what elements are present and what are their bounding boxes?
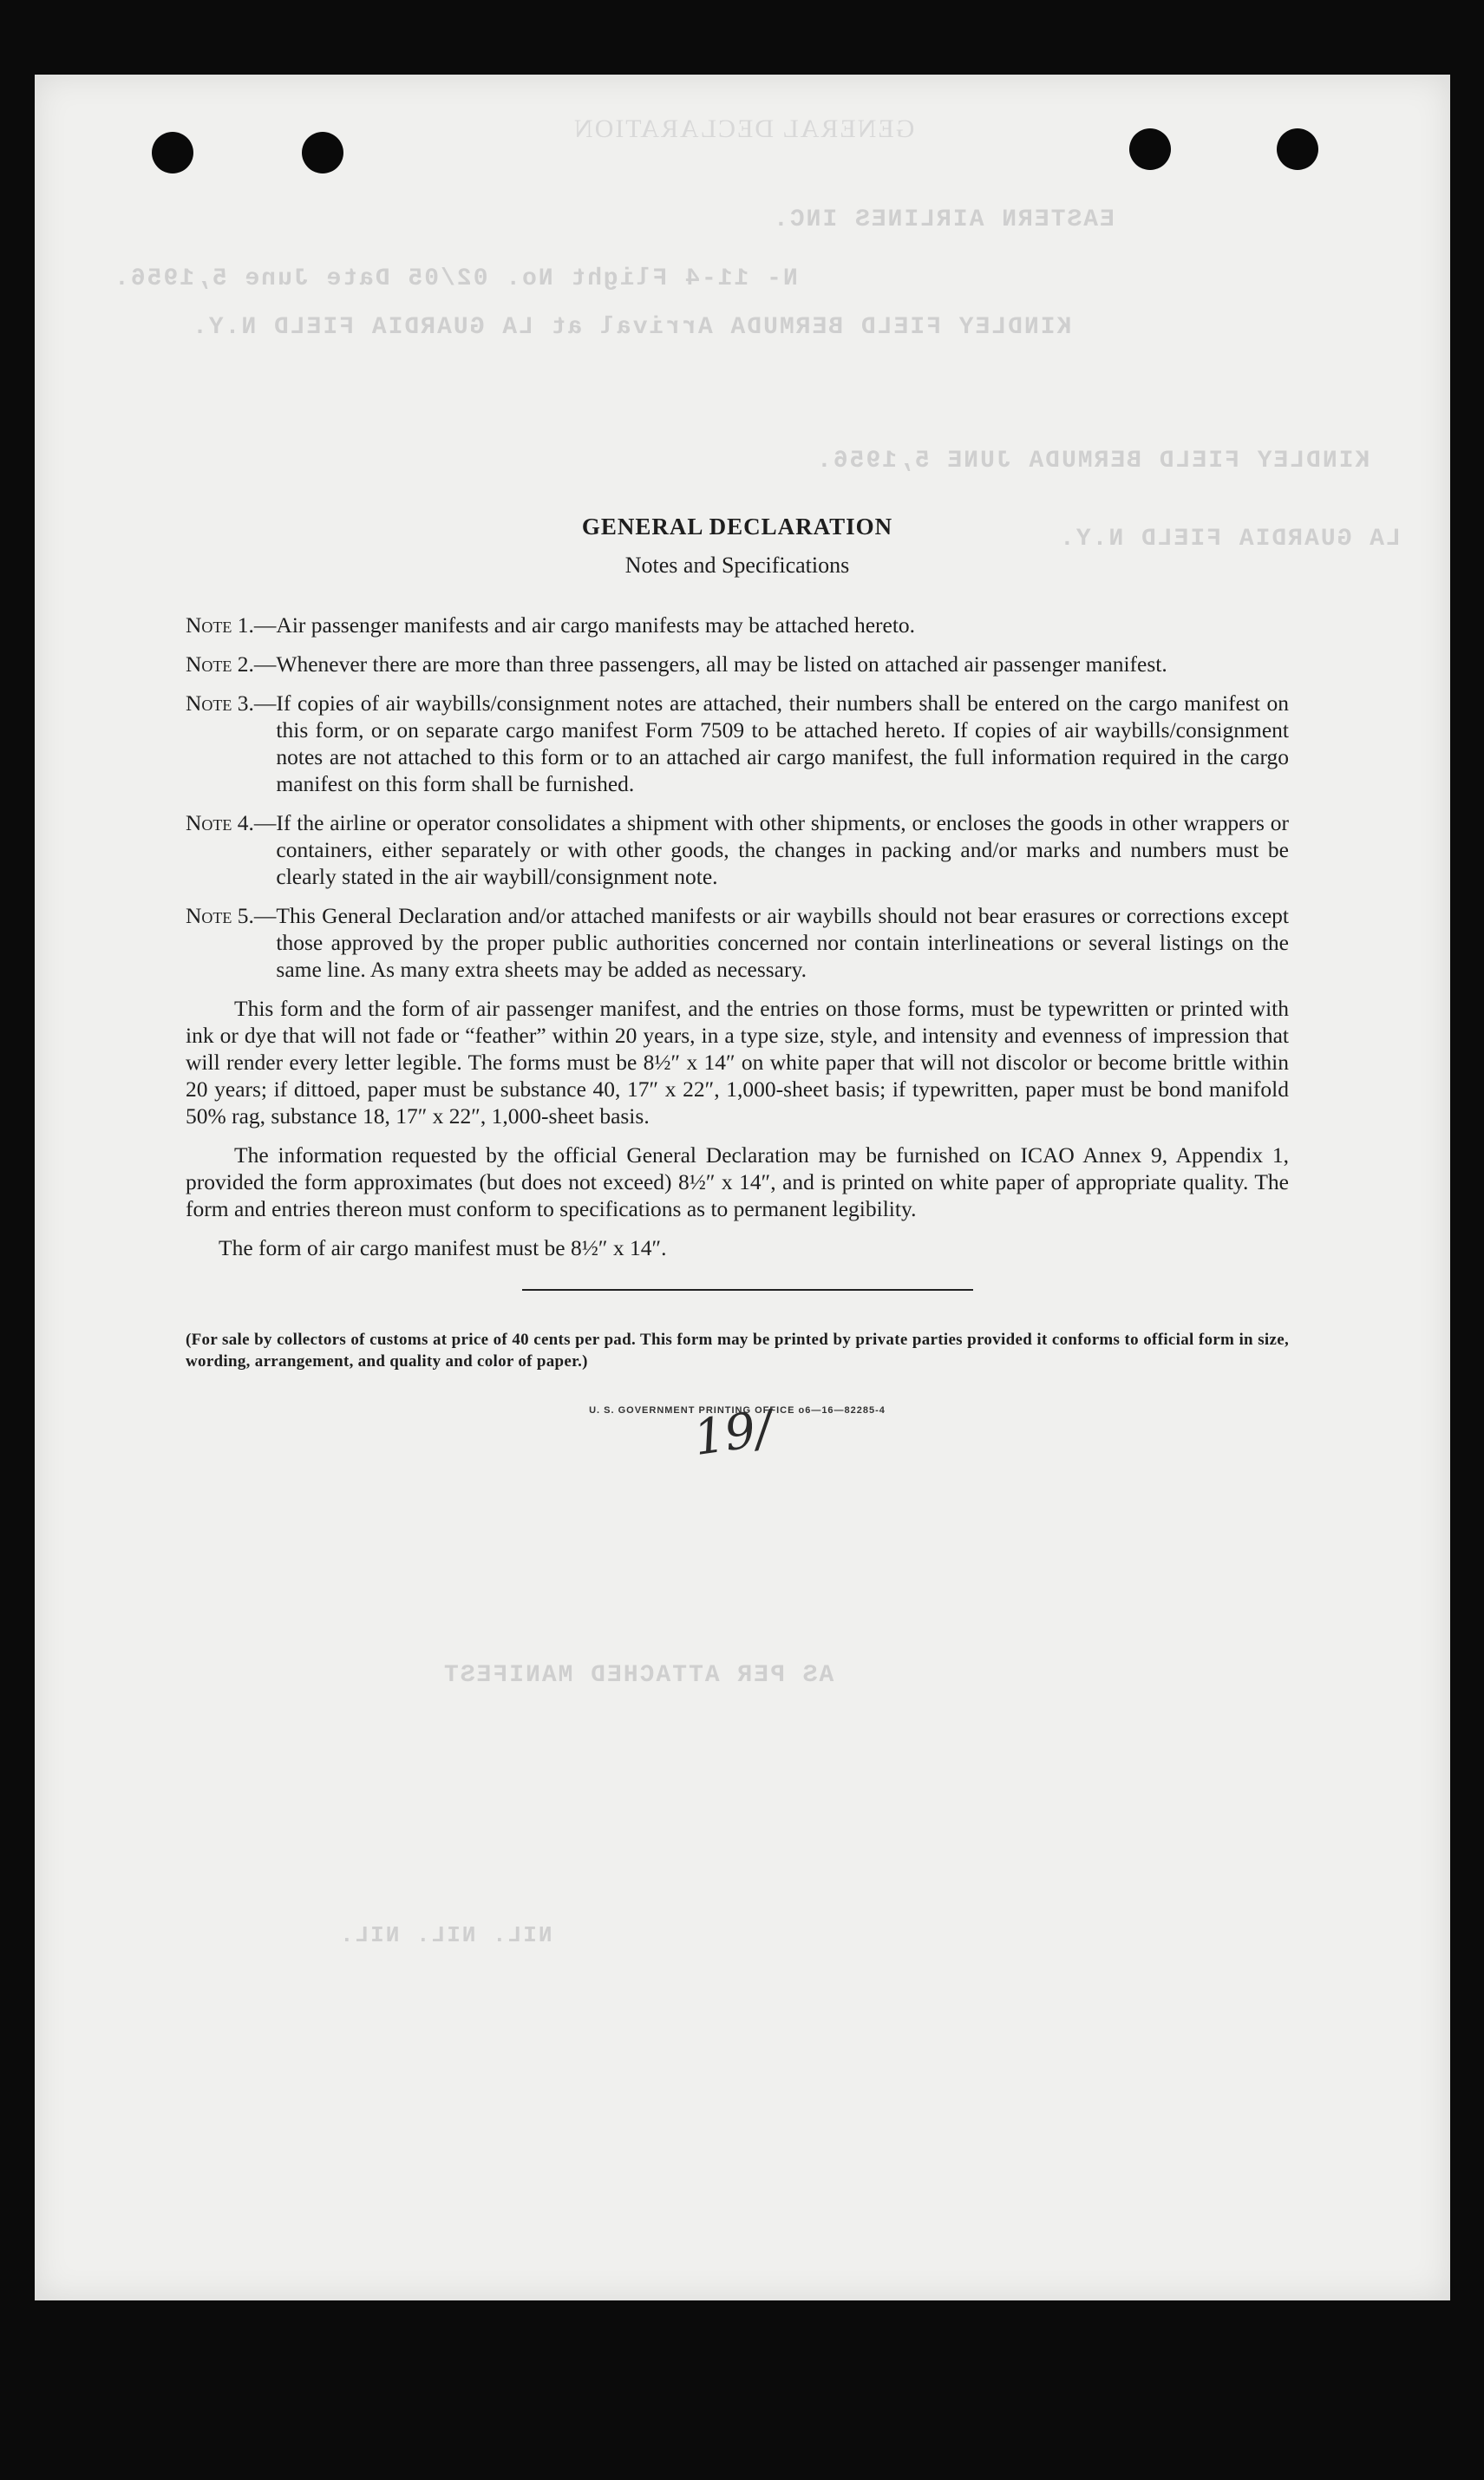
- punch-hole-1: [152, 132, 193, 173]
- note-2: [186, 651, 1289, 677]
- page-subtitle: Notes and Specifications: [624, 553, 850, 578]
- page-title: GENERAL DECLARATION: [581, 514, 893, 540]
- bleed-route: KINDLEY FIELD BERMUDA Arrival at LA GUARDIA FIELD N.Y.: [191, 314, 1072, 341]
- bleed-destination: LA GUARDIA FIELD N.Y.: [1058, 526, 1401, 553]
- note-text: Air passenger manifests and air cargo manifests may be attached hereto.: [276, 612, 916, 638]
- note-5: [186, 902, 1289, 983]
- note-4: [186, 809, 1289, 890]
- cargo-manifest-size: The form of air cargo manifest must be 8½″ x 14″.: [219, 1235, 667, 1260]
- printer-imprint: U. S. GOVERNMENT PRINTING OFFICE o6—16—82285-4: [589, 1405, 886, 1416]
- signature-line: [522, 1289, 973, 1291]
- note-label: Note 5.—: [186, 903, 277, 928]
- note-text: This General Declaration and/or attached manifests or air waybills should not bear erasures or corrections except those approved by the proper public authorities concerned nor contain interlineations or several listings on the same line. As many extra sheets may be added as necessary.: [276, 903, 1289, 982]
- note-3: [186, 690, 1289, 797]
- note-text: If the airline or operator consolidates a shipment with other shipments, or encloses the goods in other wrappers or containers, either separately or with other goods, the changes in packing and/or marks and numbers must be clearly stated in the air waybill/consignment note.: [276, 810, 1289, 889]
- bleed-departure: KINDLEY FIELD BERMUDA JUNE 5,1956.: [815, 448, 1370, 474]
- note-label: Note 1.—: [186, 612, 277, 638]
- bleed-flight-line: N- 11-4 Flight No. 02/05 Date June 5,1956.: [113, 265, 798, 292]
- note-label: Note 4.—: [186, 810, 277, 835]
- punch-hole-4: [1277, 128, 1318, 170]
- bleed-manifest: AS PER ATTACHED MANIFEST: [442, 1662, 834, 1689]
- handwritten-mark: 19/: [690, 1400, 776, 1467]
- typewriting-requirements: This form and the form of air passenger manifest, and the entries on those forms, must be typewritten or printed with ink or dye that will not fade or “feather” within 20 years, in a type size, style, and intensity and evenness of impression that will render every letter legible. The forms must be 8½″ x 14″ on white paper that will not discolor or become brittle within 20 years; if dittoed, paper must be substance 40, 17″ x 22″, 1,000-sheet basis; if typewritten, paper must be bond manifold 50% rag, substance 18, 17″ x 22″, 1,000-sheet basis.: [186, 996, 1289, 1129]
- bleed-airline: EASTERN AIRLINES INC.: [772, 206, 1115, 233]
- declaration-notes: [186, 514, 1289, 1416]
- note-1: [186, 612, 1289, 638]
- bleed-nil-row: NIL. NIL. NIL.: [338, 1922, 552, 1948]
- note-text: If copies of air waybills/consignment notes are attached, their numbers shall be entered on the cargo manifest on this form, or on separate cargo manifest Form 7509 to be attached hereto. If copies of air waybills/consignment notes are not attached to this form or to an attached air cargo manifest, the full information required in the cargo manifest on this form shall be furnished.: [276, 690, 1289, 796]
- bleed-header: GENERAL DECLARATION: [572, 115, 915, 143]
- punch-hole-3: [1129, 128, 1171, 170]
- sale-notice: (For sale by collectors of customs at price of 40 cents per pad. This form may be printed by private parties provided it conforms to official form in size, wording, arrangement, and quality and color of paper.): [186, 1331, 1289, 1371]
- note-text: Whenever there are more than three passengers, all may be listed on attached air passenger manifest.: [276, 651, 1167, 677]
- note-label: Note 2.—: [186, 651, 277, 677]
- note-label: Note 3.—: [186, 690, 277, 716]
- punch-hole-2: [302, 132, 343, 173]
- icao-annex-paragraph: The information requested by the official General Declaration may be furnished on ICAO Annex 9, Appendix 1, provided the form approximates (but does not exceed) 8½″ x 14″, and is printed on white paper of appropriate quality. The form and entries thereon must conform to specifications as to permanent legibility.: [186, 1142, 1289, 1221]
